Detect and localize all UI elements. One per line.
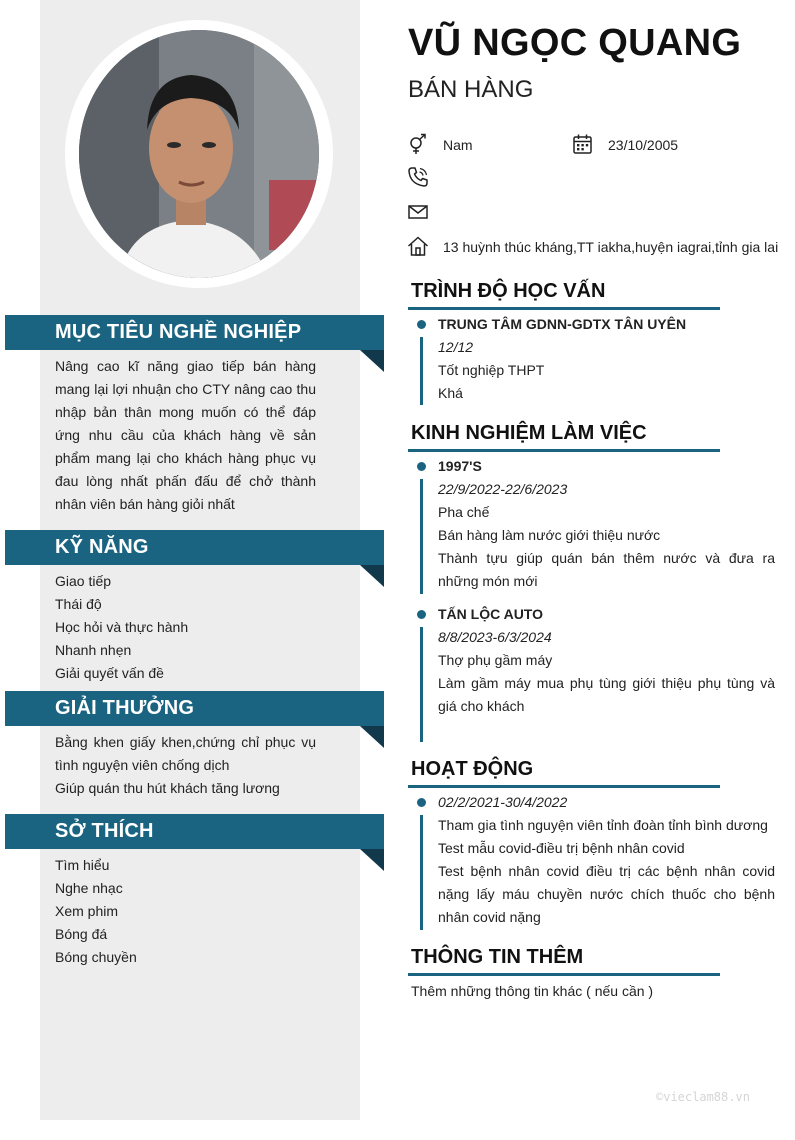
ribbon-fold-decoration: [360, 565, 384, 587]
list-item: Học hỏi và thực hành: [55, 619, 189, 635]
section-divider: [408, 307, 720, 310]
awards-heading: GIẢI THƯỞNG: [5, 691, 384, 726]
list-item: Thái độ: [55, 596, 102, 612]
timeline-bar: [420, 627, 423, 742]
avatar: [79, 30, 319, 278]
timeline-bar: [420, 337, 423, 405]
skills-list: [55, 570, 316, 685]
birthdate-value: 23/10/2005: [608, 137, 679, 153]
list-item: Bằng khen giấy khen,chứng chỉ phục vụ tình nguyện viên chống dịch: [55, 734, 316, 773]
ribbon-fold-decoration: [360, 726, 384, 748]
job-company: 1997'S: [438, 458, 482, 474]
activity-description: Test mẫu covid-điều trị bệnh nhân covid: [438, 840, 685, 856]
mail-icon: [407, 201, 429, 223]
objective-text: Nâng cao kĩ năng giao tiếp bán hàng mang lại lợi nhuận cho CTY nâng cao thu nhập bản thân mong muốn có thể đáp ứng nhu cầu của khách hàng về sản phẩm mang lại cho khách hàng phục vụ đau lòng nhất phấn đấu để chở thành nhân viên bán hàng giỏi nhất: [55, 358, 316, 512]
skills-heading: KỸ NĂNG: [5, 530, 384, 565]
list-item: Xem phim: [55, 903, 119, 919]
job-description: Thành tựu giúp quán bán thêm nước và đưa ra những món mới: [438, 550, 775, 589]
section-divider: [408, 785, 720, 788]
education-grade: Khá: [438, 385, 463, 401]
job-role: Pha chế: [438, 504, 490, 520]
extra-info-text: Thêm những thông tin khác ( nếu cần ): [411, 983, 654, 999]
timeline-dot: [417, 798, 426, 807]
education-school: TRUNG TÂM GDNN-GDTX TÂN UYÊN: [438, 316, 687, 332]
education-period: 12/12: [438, 339, 474, 355]
job-description: Làm gầm máy mua phụ tùng giới thiệu phụ tùng và giá cho khách: [438, 675, 775, 714]
timeline-bar: [420, 479, 423, 594]
timeline-dot: [417, 610, 426, 619]
ribbon-fold-decoration: [360, 350, 384, 372]
candidate-position: BÁN HÀNG: [408, 76, 534, 103]
job-period: 8/8/2023-6/3/2024: [438, 629, 552, 645]
timeline-bar: [420, 815, 423, 930]
section-divider: [408, 449, 720, 452]
activity-description: Tham gia tình nguyện viên tỉnh đoàn tỉnh bình dương: [438, 817, 768, 833]
calendar-icon: [572, 133, 594, 155]
timeline-dot: [417, 320, 426, 329]
hobbies-heading: SỞ THÍCH: [5, 814, 384, 849]
list-item: Nhanh nhẹn: [55, 642, 132, 658]
phone-icon: [407, 166, 429, 188]
timeline-dot: [417, 462, 426, 471]
list-item: Giúp quán thu hút khách tăng lương: [55, 780, 280, 796]
activity-description: Test bệnh nhân covid điều trị các bệnh nhân covid nặng lấy máu chuyền nước chích thuốc cho bệnh nhân covid nặng: [438, 863, 775, 925]
job-role: Thợ phụ gầm máy: [438, 652, 553, 668]
job-company: TẤN LỘC AUTO: [438, 606, 543, 622]
list-item: Tìm hiểu: [55, 857, 110, 873]
activities-heading: HOẠT ĐỘNG: [411, 758, 534, 780]
section-divider: [408, 973, 720, 976]
ribbon-fold-decoration: [360, 849, 384, 871]
activity-period: 02/2/2021-30/4/2022: [438, 794, 568, 810]
experience-heading: KINH NGHIỆM LÀM VIỆC: [411, 422, 647, 444]
gender-icon: [407, 133, 429, 155]
education-heading: TRÌNH ĐỘ HỌC VẤN: [411, 280, 606, 302]
watermark: ©vieclam88.vn: [656, 1090, 750, 1104]
list-item: Nghe nhạc: [55, 880, 123, 896]
home-icon: [407, 235, 429, 257]
job-period: 22/9/2022-22/6/2023: [438, 481, 568, 497]
list-item: Bóng đá: [55, 926, 108, 942]
awards-list: [55, 731, 316, 800]
job-description: Bán hàng làm nước giới thiệu nước: [438, 527, 661, 543]
address-value: 13 huỳnh thúc kháng,TT iakha,huyện iagrai,tỉnh gia lai: [443, 239, 779, 255]
objective-heading: MỤC TIÊU NGHỀ NGHIỆP: [5, 315, 384, 350]
avatar-photo: [79, 30, 319, 278]
education-degree: Tốt nghiệp THPT: [438, 362, 545, 378]
list-item: Giải quyết vấn đề: [55, 665, 164, 681]
list-item: Giao tiếp: [55, 573, 112, 589]
hobbies-list: [55, 854, 316, 969]
extra-info-heading: THÔNG TIN THÊM: [411, 946, 584, 968]
gender-value: Nam: [443, 137, 473, 153]
list-item: Bóng chuyền: [55, 949, 137, 965]
candidate-name: VŨ NGỌC QUANG: [408, 22, 742, 64]
